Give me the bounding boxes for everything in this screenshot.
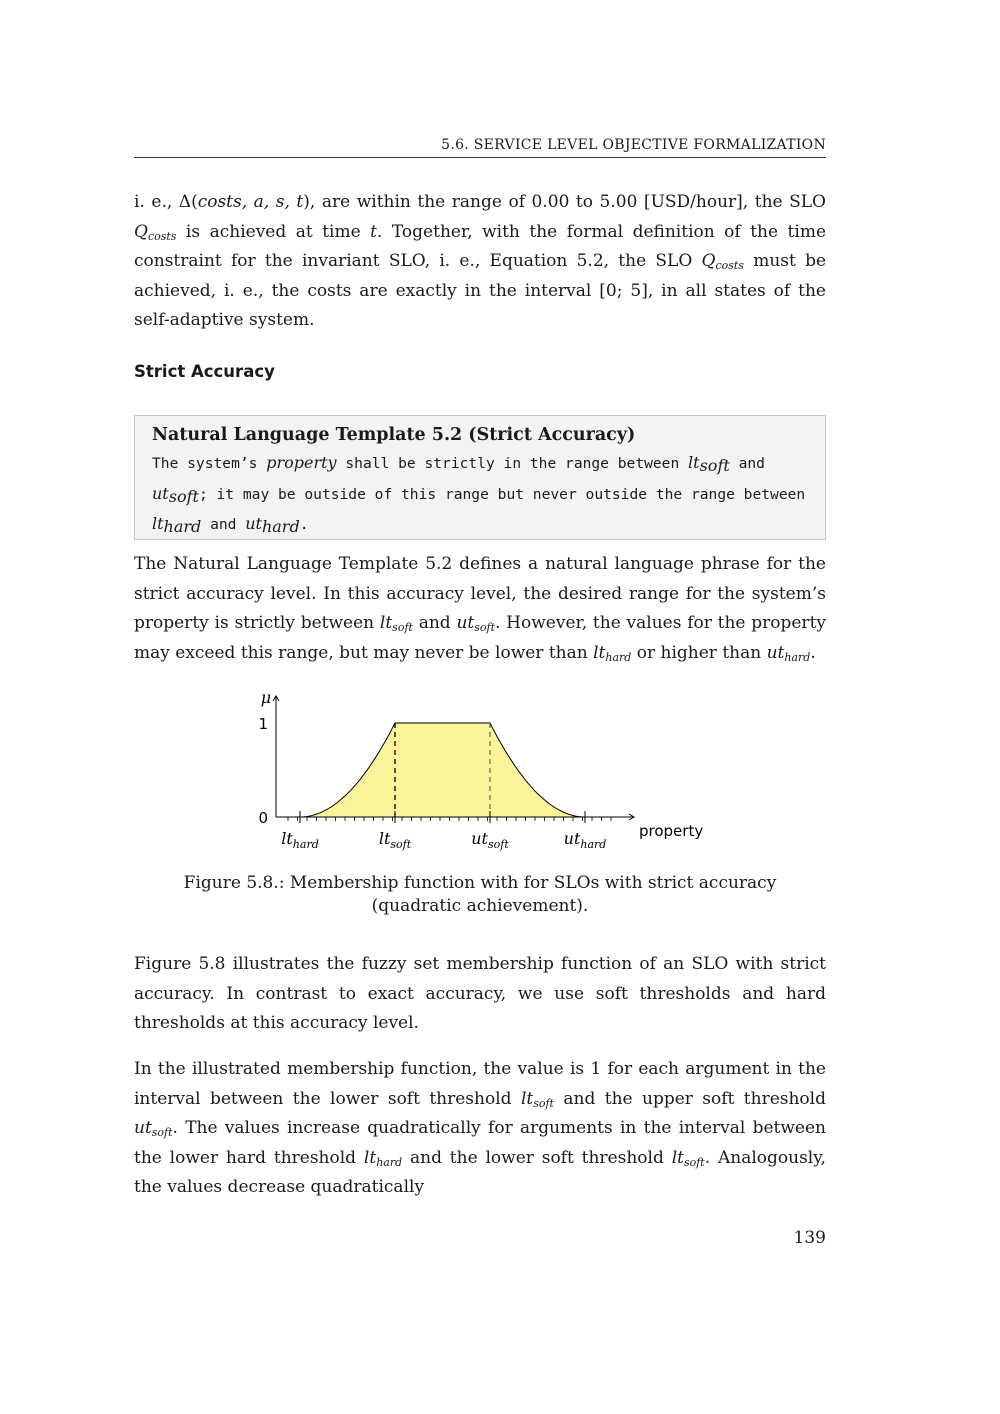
y-axis-label: μ	[260, 688, 272, 707]
x-tick-base: ut	[471, 829, 488, 848]
text-run: . Together, with the formal definition of the time constraint for the invariant SLO, i. e., Equation 5.2, the SLO	[134, 221, 827, 272]
figure-caption: Figure 5.8.: Membership function with for SLOs with strict accuracy (quadratic achievement).	[183, 873, 777, 916]
text-run: .	[810, 642, 816, 663]
x-tick-label	[379, 829, 412, 851]
text-run: must be achieved, i. e., the costs are exactly in the interval [0; 5], in all states of the self-adaptive system.	[134, 251, 827, 331]
x-tick-subscript: hard	[580, 838, 607, 851]
math-costs: costs, a, s, t	[197, 192, 304, 212]
math-ut: ut	[152, 483, 169, 503]
paragraph-membership-values	[134, 1055, 826, 1203]
y-tick-label-0: 0	[258, 809, 268, 827]
text-run: The Natural Language Template 5.2 defines a natural language phrase for the strict accuracy level. In this accuracy level, the desired range for the system’s property is strictly between	[134, 554, 826, 634]
math-sub: soft	[683, 1155, 705, 1169]
natural-language-template-box	[134, 415, 826, 540]
text-run: In the illustrated membership function, the value is 1 for each argument in the interval between the lower soft threshold	[134, 1059, 826, 1109]
math-sub: soft	[151, 1126, 173, 1140]
template-run: The system’s	[152, 455, 267, 472]
text-run: . However, the values for the property may exceed this range, but may never be lower than	[134, 613, 826, 663]
math-sub-costs: costs	[715, 259, 744, 273]
x-tick-label	[564, 829, 607, 851]
math-lt: lt	[593, 642, 606, 663]
text-run: and the lower soft threshold	[402, 1147, 672, 1168]
x-tick-label	[281, 829, 319, 851]
math-sub: hard	[784, 650, 811, 664]
running-header: 5.6. SERVICE LEVEL OBJECTIVE FORMALIZATION	[134, 137, 826, 158]
template-property: property	[266, 453, 337, 472]
membership-area	[300, 723, 585, 817]
text-run: and	[412, 613, 457, 634]
math-lt: lt	[688, 453, 700, 472]
x-tick-subscript: soft	[390, 838, 412, 851]
paragraph-costs-slo	[134, 188, 826, 336]
math-sub: hard	[163, 517, 202, 536]
text-run: . The values increase quadratically for arguments in the interval between the lower hard threshold	[134, 1118, 826, 1168]
text-run: or higher than	[631, 642, 767, 663]
x-tick-subscript: soft	[487, 838, 509, 851]
math-ut: ut	[245, 514, 262, 533]
math-sub: hard	[376, 1155, 403, 1169]
math-q: Q	[134, 221, 148, 242]
text-run: . Analogously, the values decrease quadratically	[134, 1147, 826, 1198]
template-run: shall be strictly in the range between	[336, 455, 689, 472]
text-run: ), are within the range of 0.00 to 5.00 [USD/hour], the SLO	[303, 192, 826, 212]
x-tick-base: ut	[563, 829, 581, 848]
text-run: and the upper soft threshold	[553, 1088, 826, 1109]
math-lt: lt	[152, 514, 164, 533]
math-lt: lt	[379, 613, 393, 634]
math-sub-costs: costs	[147, 229, 177, 243]
math-lt: lt	[671, 1147, 684, 1168]
template-run: and	[729, 455, 765, 472]
x-tick-label	[471, 829, 509, 851]
math-sub: hard	[605, 650, 632, 664]
template-run: and	[201, 516, 246, 533]
template-title: Natural Language Template 5.2 (Strict Accuracy)	[152, 425, 636, 445]
math-q: Q	[701, 251, 716, 272]
section-heading: Strict Accuracy	[134, 362, 275, 381]
math-lt: lt	[520, 1088, 534, 1109]
text-run: is achieved at time	[176, 221, 371, 242]
math-sub: soft	[533, 1096, 554, 1110]
math-ut: ut	[766, 642, 785, 663]
math-sub: hard	[261, 517, 300, 536]
math-t: t	[370, 221, 378, 242]
template-run: .	[299, 516, 309, 533]
math-lt: lt	[363, 1147, 377, 1168]
x-tick-subscript: hard	[292, 838, 319, 851]
x-axis-label: property	[639, 822, 704, 840]
math-sub: soft	[392, 621, 413, 635]
y-tick-label-1: 1	[258, 715, 268, 733]
template-run: ; it may be outside of this range but never outside the range between	[198, 485, 806, 503]
math-sub: soft	[474, 621, 495, 635]
paragraph-template-explanation	[134, 550, 826, 668]
template-text	[152, 448, 809, 540]
math-ut: ut	[456, 613, 475, 634]
math-sub: soft	[168, 486, 199, 506]
paragraph-figure-description: Figure 5.8 illustrates the fuzzy set membership function of an SLO with strict accuracy. In contrast to exact accuracy, we use soft thresholds and hard thresholds at this accuracy level.	[134, 954, 826, 1034]
membership-chart	[134, 686, 826, 861]
x-tick-base: lt	[378, 829, 391, 848]
math-sub: soft	[699, 456, 730, 475]
page-number: 139	[793, 1228, 826, 1248]
text-run: i. e., Δ(	[134, 192, 198, 212]
x-tick-base: lt	[281, 829, 293, 848]
membership-function-figure	[134, 686, 826, 861]
math-ut: ut	[134, 1118, 152, 1139]
